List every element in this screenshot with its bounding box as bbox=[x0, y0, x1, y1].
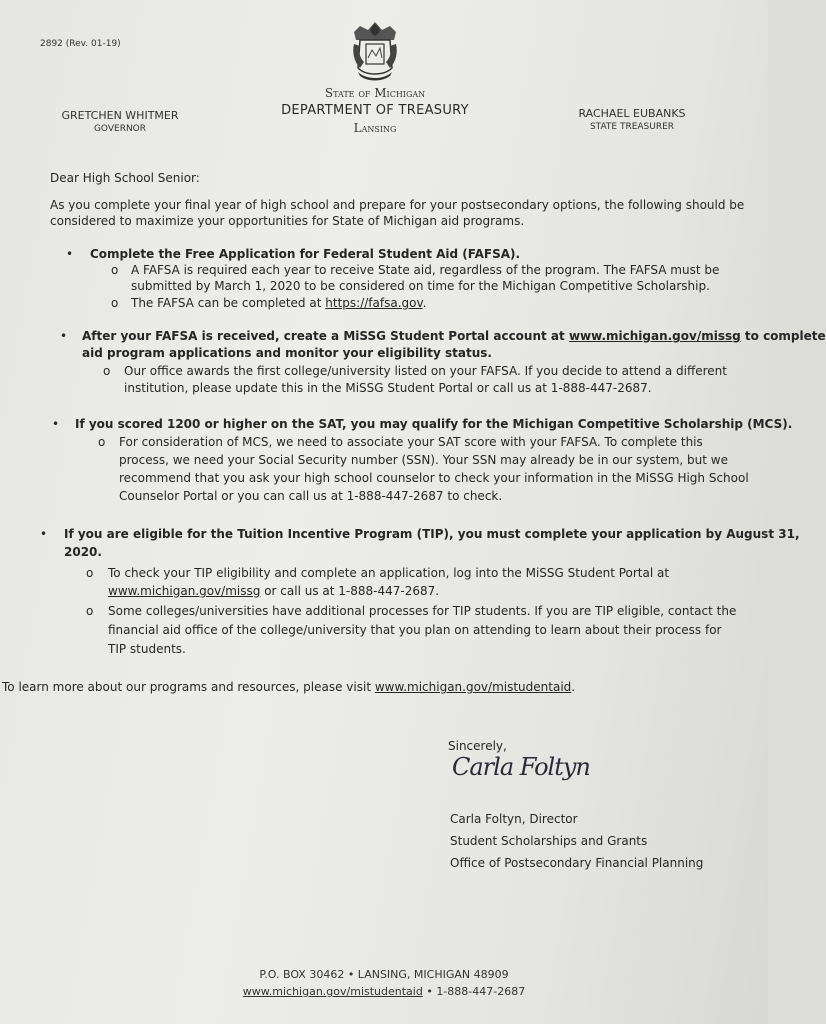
sub-bullet-icon: o bbox=[111, 296, 119, 310]
sub-bullet-icon: o bbox=[86, 604, 94, 618]
signer-office-line-1: Student Scholarships and Grants bbox=[450, 834, 648, 848]
section-item-text bbox=[108, 583, 439, 599]
intro-line-2: considered to maximize your opportunities for State of Michigan aid programs. bbox=[50, 214, 525, 228]
section-heading: If you scored 1200 or higher on the SAT, you may qualify for the Michigan Competitive Scholarship (MCS). bbox=[75, 417, 793, 431]
closing-suffix: . bbox=[571, 680, 576, 694]
department-name: DEPARTMENT OF TREASURY bbox=[281, 103, 469, 118]
bullet-icon: • bbox=[40, 527, 48, 541]
missg-link[interactable]: www.michigan.gov/missg bbox=[568, 329, 741, 343]
section-item-text: Some colleges/universities have additional processes for TIP students. If you are TIP eligible, contact the bbox=[108, 604, 737, 618]
fafsa-link-suffix: . bbox=[422, 296, 427, 310]
section-heading: Complete the Free Application for Federal Student Aid (FAFSA). bbox=[90, 247, 521, 261]
form-number: 2892 (Rev. 01-19) bbox=[40, 39, 121, 49]
sub-bullet-icon: o bbox=[86, 566, 94, 580]
section-item-text: recommend that you ask your high school counselor to check your information in the MiSSG High School bbox=[119, 471, 749, 485]
missg-link[interactable]: www.michigan.gov/missg bbox=[108, 584, 261, 598]
closing-line bbox=[2, 679, 575, 695]
bullet-icon: • bbox=[52, 417, 60, 431]
section-item-text: Counselor Portal or you can call us at 1-888-447-2687 to check. bbox=[119, 489, 503, 503]
footer-link[interactable]: www.michigan.gov/mistudentaid bbox=[242, 985, 423, 998]
section-heading: 2020. bbox=[64, 545, 102, 559]
section-heading: If you are eligible for the Tuition Incentive Program (TIP), you must complete your application by August 31, bbox=[64, 527, 800, 541]
closing-sincerely: Sincerely, bbox=[448, 739, 507, 753]
section-item-text: To check your TIP eligibility and complete an application, log into the MiSSG Student Portal at bbox=[108, 566, 670, 580]
city-name: Lansing bbox=[353, 121, 397, 135]
section-item-text: Our office awards the first college/university listed on your FAFSA. If you decide to attend a different bbox=[124, 364, 727, 378]
state-name: State of Michigan bbox=[324, 86, 426, 100]
section-heading: aid program applications and monitor your eligibility status. bbox=[82, 346, 492, 360]
heading-text: After your FAFSA is received, create a MiSSG Student Portal account at bbox=[82, 329, 565, 343]
fafsa-text: The FAFSA can be completed at bbox=[131, 296, 322, 310]
section-item-text: submitted by March 1, 2020 to be considered on time for the Michigan Competitive Scholarship. bbox=[131, 279, 710, 293]
section-item-text: A FAFSA is required each year to receive State aid, regardless of the program. The FAFSA must be bbox=[131, 263, 720, 277]
bullet-icon: • bbox=[60, 329, 68, 343]
sub-bullet-icon: o bbox=[98, 435, 106, 449]
item-suffix: or call us at 1-888-447-2687. bbox=[264, 584, 440, 598]
section-item-text: TIP students. bbox=[108, 642, 186, 656]
bullet-icon: • bbox=[66, 247, 74, 261]
salutation: Dear High School Senior: bbox=[50, 171, 200, 185]
signature-script: Carla Foltyn bbox=[452, 753, 590, 781]
treasurer-name: RACHAEL EUBANKS bbox=[578, 107, 686, 120]
section-item-text: institution, please update this in the MiSSG Student Portal or call us at 1-888-447-2687. bbox=[124, 381, 652, 395]
governor-name: GRETCHEN WHITMER bbox=[61, 109, 179, 122]
michigan-seal-icon bbox=[348, 18, 402, 82]
section-item-text: process, we need your Social Security number (SSN). Your SSN may already be in our system, but we bbox=[119, 453, 728, 467]
section-item-text: For consideration of MCS, we need to associate your SAT score with your FAFSA. To complete this bbox=[119, 435, 703, 449]
signer-name-title: Carla Foltyn, Director bbox=[450, 812, 578, 826]
heading-text: to complete bbox=[744, 329, 826, 343]
governor-title: GOVERNOR bbox=[93, 124, 147, 134]
section-heading bbox=[82, 328, 826, 344]
sub-bullet-icon: o bbox=[111, 263, 119, 277]
mistudentaid-link[interactable]: www.michigan.gov/mistudentaid bbox=[374, 680, 572, 694]
closing-text: To learn more about our programs and resources, please visit bbox=[2, 680, 372, 694]
footer-phone: • 1-888-447-2687 bbox=[426, 985, 526, 998]
footer-contact bbox=[0, 985, 768, 998]
section-item-text: financial aid office of the college/university that you plan on attending to learn about their process for bbox=[108, 623, 722, 637]
fafsa-link[interactable]: https://fafsa.gov bbox=[325, 296, 423, 310]
section-item-text bbox=[131, 295, 426, 311]
sub-bullet-icon: o bbox=[103, 364, 111, 378]
intro-line-1: As you complete your final year of high school and prepare for your postsecondary options, the following should be bbox=[50, 198, 745, 212]
treasurer-title: STATE TREASURER bbox=[589, 122, 675, 132]
signer-office-line-2: Office of Postsecondary Financial Planning bbox=[450, 856, 704, 870]
footer-address: P.O. BOX 30462 • LANSING, MICHIGAN 48909 bbox=[259, 968, 509, 981]
